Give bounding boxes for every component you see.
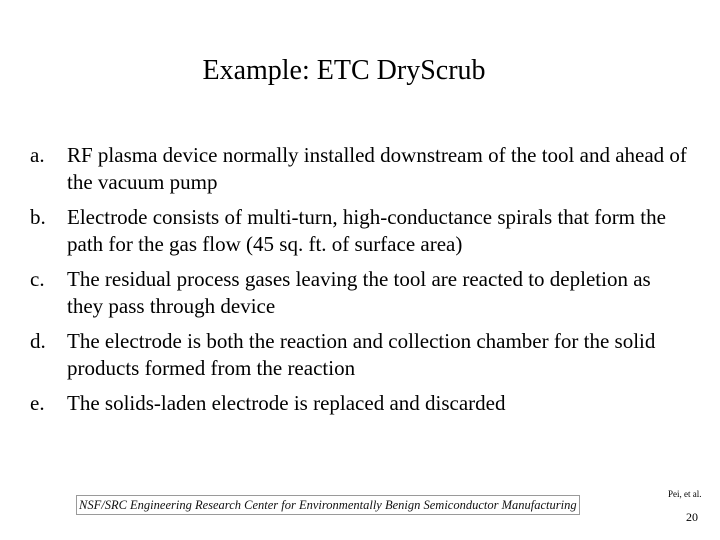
list-item-letter: e. [30,391,45,415]
list-item-text: Electrode consists of multi-turn, high-conductance spirals that form the path for the gas flow (45 sq. ft. of surface area) [67,205,666,256]
list-item-text: The electrode is both the reaction and collection chamber for the solid products formed from the reaction [67,329,656,380]
list-item-letter: c. [30,267,45,291]
bullet-list [30,142,690,425]
list-item-letter: d. [30,329,46,353]
attribution-text: Pei, et al. [668,489,702,499]
list-item [30,328,690,382]
list-item [30,204,690,258]
list-item-letter: b. [30,205,46,229]
slide-title: Example: ETC DryScrub [202,55,486,86]
list-item [30,142,690,196]
list-item [30,390,690,417]
list-item-text: The solids-laden electrode is replaced and discarded [67,391,506,415]
list-item-text: The residual process gases leaving the tool are reacted to depletion as they pass through device [67,267,651,318]
footer-center-box: NSF/SRC Engineering Research Center for Environmentally Benign Semiconductor Manufacturing [76,495,580,515]
page-number: 20 [686,510,698,524]
list-item-text: RF plasma device normally installed downstream of the tool and ahead of the vacuum pump [67,143,687,194]
list-item-letter: a. [30,143,45,167]
list-item [30,266,690,320]
